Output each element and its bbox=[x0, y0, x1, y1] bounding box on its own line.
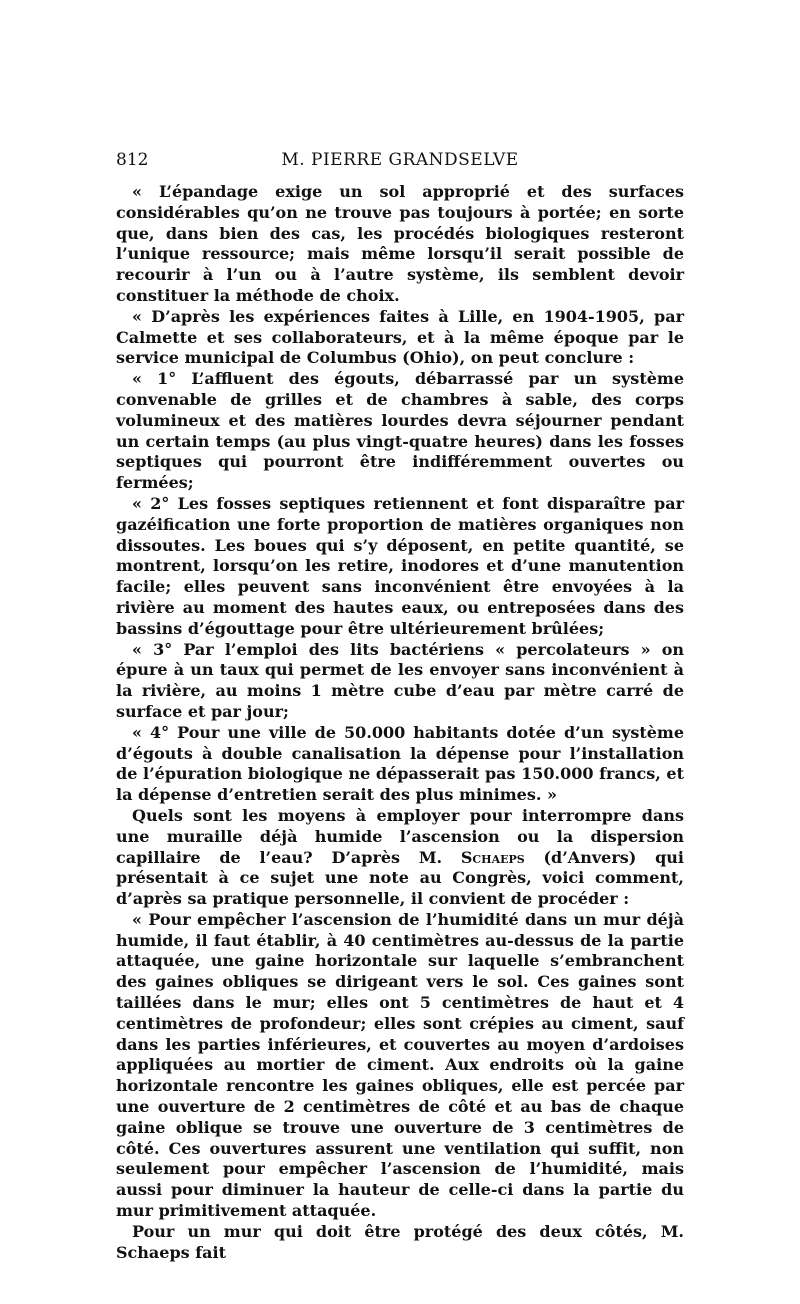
paragraph-conclusion-2: « 2° Les fosses septiques retiennent et font disparaître par gazéification une forte proportion de matières organiques non dissoutes. Les boues qui s’y déposent, en petite quantité, se montrent, lorsqu’on les retire, inodores et d’une manutention facile; elles peuvent sans inconvénient être envoyées à la rivière au moment des hautes eaux, ou entreposées dans des bassins d’égouttage pour être ultérieurement brûlées; bbox=[116, 493, 684, 638]
paragraph-mur-deux-cotes: Pour un mur qui doit être protégé des deux côtés, M. Schaeps fait bbox=[116, 1221, 684, 1262]
paragraph-moyens-humidite-tail: (d’Anvers) qui présentait à ce sujet une note au Congrès, voici comment, d’après sa pratique personnelle, il convient de procéder : bbox=[116, 847, 685, 909]
paragraph-moyens-humidite bbox=[116, 806, 684, 910]
paragraph-conclusion-3: « 3° Par l’emploi des lits bactériens « percolateurs » on épure à un taux qui permet de les envoyer sans inconvénient à la rivière, au moins 1 mètre cube d’eau par mètre carré de surface et par jour; bbox=[116, 639, 684, 721]
paragraph-experiences-lille: « D’après les expériences faites à Lille, en 1904-1905, par Calmette et ses collaborateurs, et à la même époque par le service municipal de Columbus (Ohio), on peut conclure : bbox=[116, 306, 684, 368]
page-header bbox=[116, 148, 684, 172]
body-text bbox=[116, 182, 684, 1263]
paragraph-conclusion-1: « 1° L’affluent des égouts, débarrassé par un système convenable de grilles et de chambres à sable, des corps volumineux et des matières lourdes devra séjourner pendant un certain temps (au plus vingt-quatre heures) dans les fosses septiques qui pourront être indifféremment ouvertes ou fermées; bbox=[116, 369, 684, 493]
running-head: M. PIERRE GRANDSELVE bbox=[281, 150, 519, 170]
paragraph-conclusion-4: « 4° Pour une ville de 50.000 habitants dotée d’un système d’égouts à double canalisation la dépense pour l’installation de l’épuration biologique ne dépasserait pas 150.000 francs, et la dépense d’entretien serait des plus minimes. » bbox=[116, 722, 684, 805]
paragraph-epandage: « L’épandage exige un sol approprié et des surfaces considérables qu’on ne trouve pas toujours à portée; en sorte que, dans bien des cas, les procédés biologiques resteront l’unique ressource; mais même lorsqu’il serait possible de recourir à l’un ou à l’autre système, ils semblent devoir constituer la méthode de choix. bbox=[116, 182, 684, 305]
paragraph-moyens-humidite-lead: Quels sont les moyens à employer pour interrompre dans une muraille déjà humide l’ascension ou la dispersion capillaire de l’eau? D’après M. bbox=[116, 805, 684, 867]
author-name-schaeps: Schaeps bbox=[460, 847, 525, 867]
paragraph-gaine-horizontale: « Pour empêcher l’ascension de l’humidité dans un mur déjà humide, il faut établir, à 40 centimètres au-dessus de la partie attaquée, une gaine horizontale sur laquelle s’embranchent des gaines obliques se dirigeant vers le sol. Ces gaines sont taillées dans le mur; elles ont 5 centimètres de haut et 4 centimètres de profondeur; elles sont crépies au ciment, sauf dans les parties inférieures, et couvertes au moyen d’ardoises appliquées au mortier de ciment. Aux endroits où la gaine horizontale rencontre les gaines obliques, elle est percée par une ouverture de 2 centimètres de côté et au bas de chaque gaine oblique se trouve une ouverture de 3 centimètres de côté. Ces ouvertures assurent une ventilation qui suffit, non seulement pour empêcher l’ascension de l’humidité, mais aussi pour diminuer la hauteur de celle-ci dans la partie du mur primitivement attaquée. bbox=[116, 909, 684, 1221]
page-number: 812 bbox=[116, 150, 149, 170]
